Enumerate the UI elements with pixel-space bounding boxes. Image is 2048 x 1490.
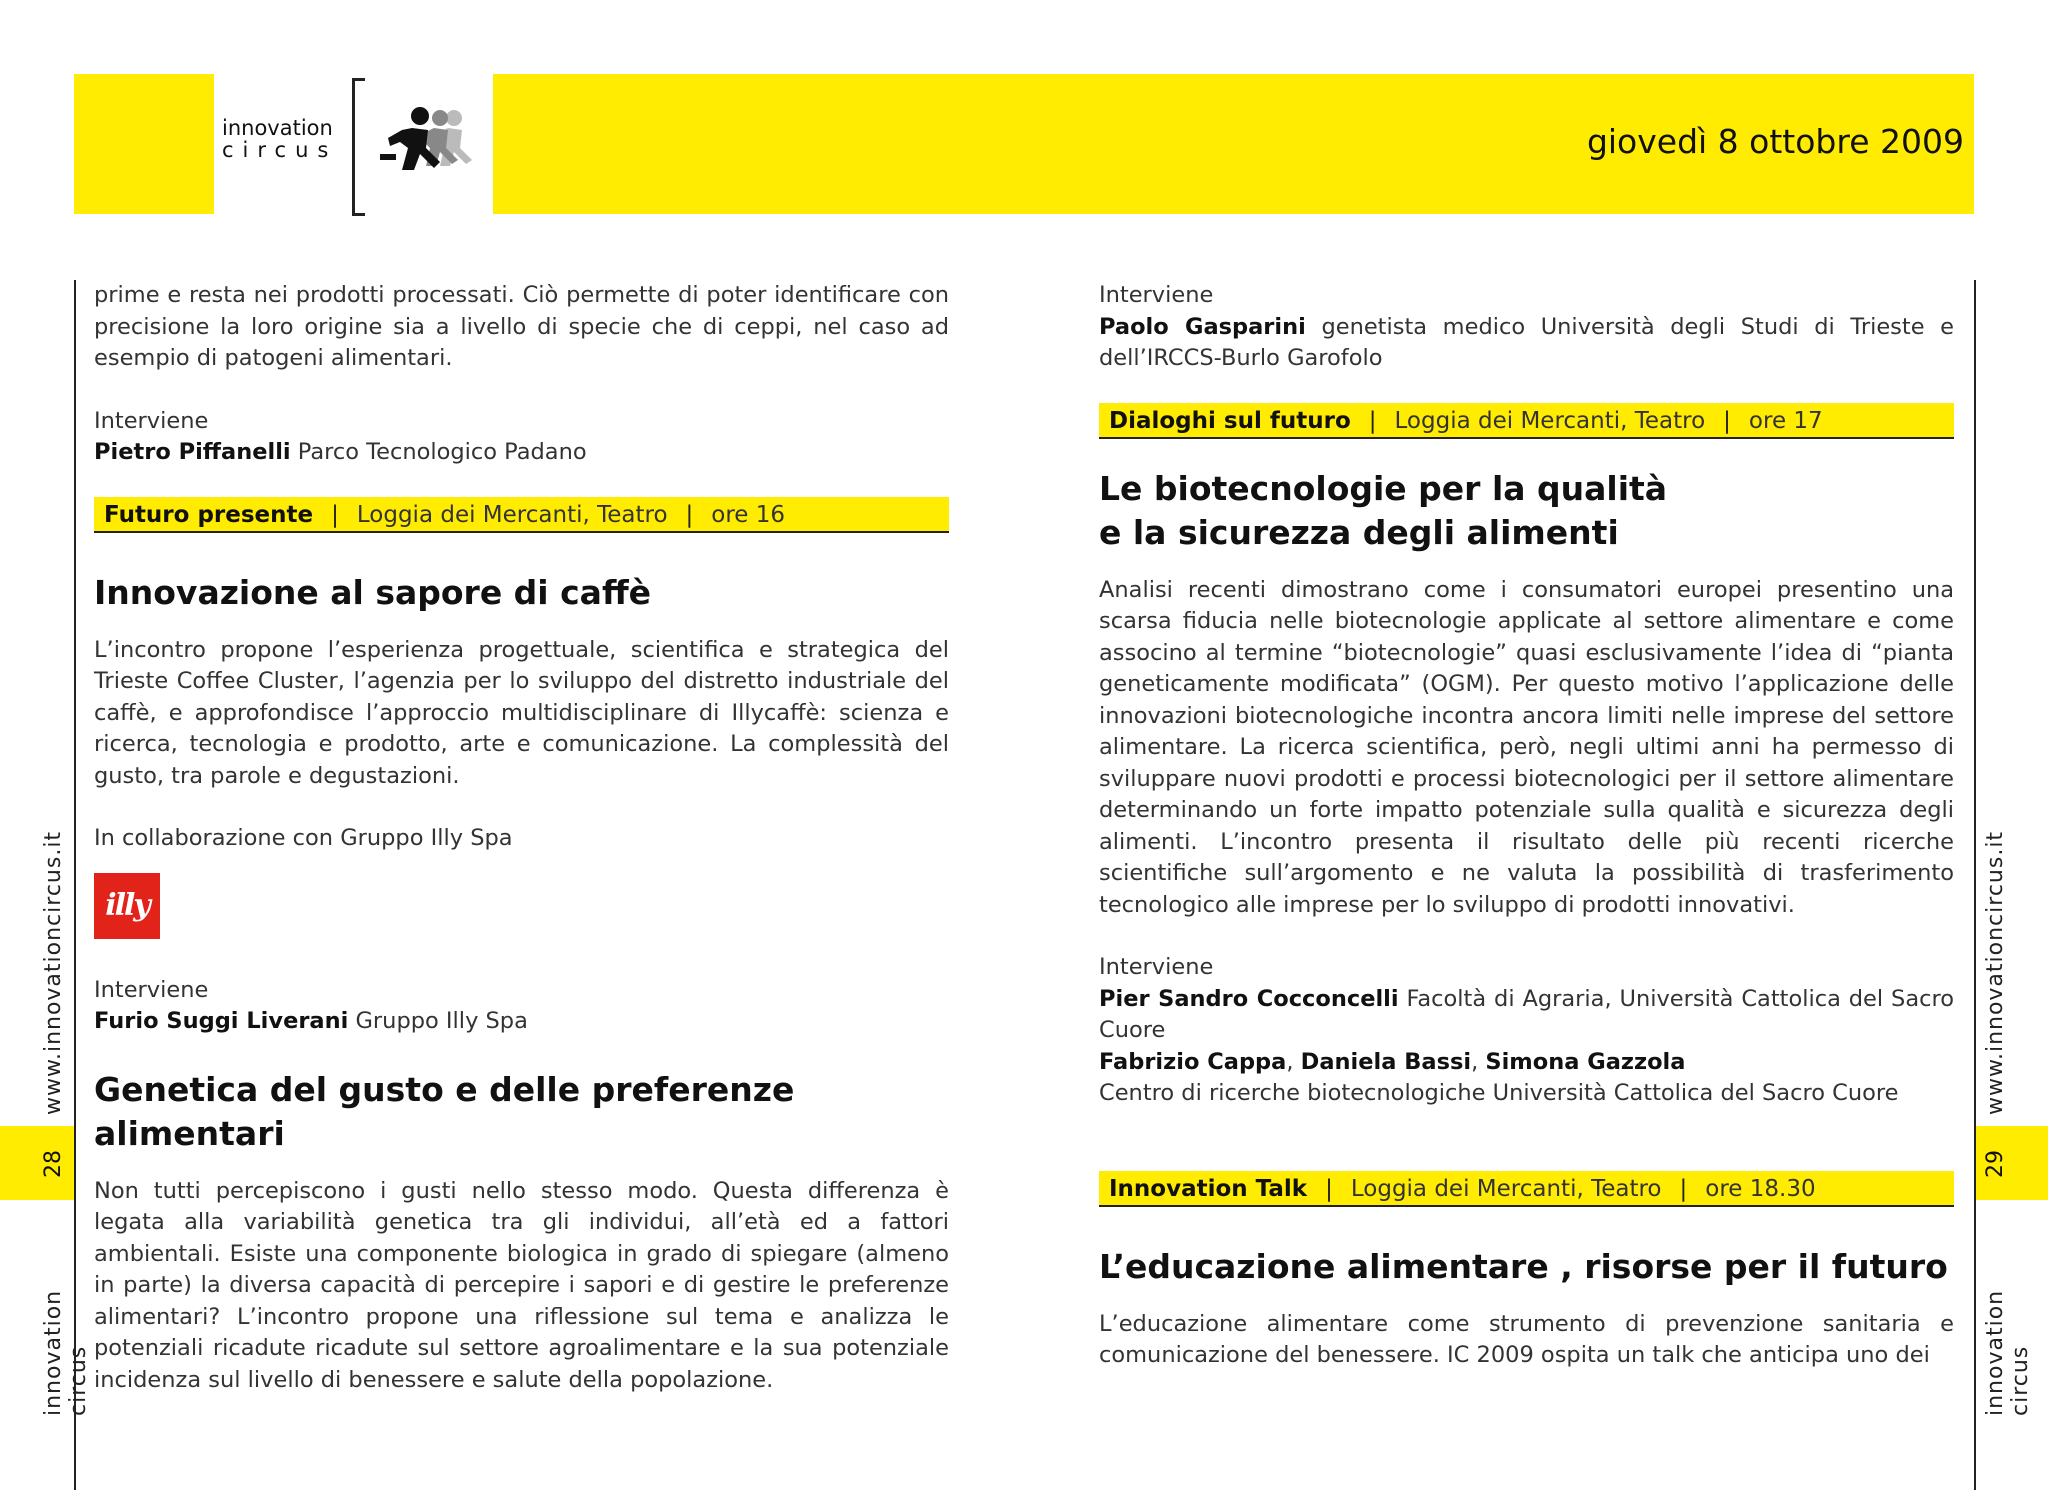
logo-line-1: innovation xyxy=(222,116,333,140)
name-separator: , xyxy=(1471,1048,1486,1075)
speaker-name: Furio Suggi Liverani xyxy=(94,1008,349,1034)
left-column xyxy=(94,280,949,1396)
event-separator: | xyxy=(685,501,694,528)
side-brand-left: innovation circus xyxy=(41,1289,91,1416)
left-intro-paragraph: prime e resta nei prodotti processati. Ciò permette di poter identificare con precisione la loro origine sia a livello di specie che di ceppi, nel caso ad esempio di patogeni alimentari. xyxy=(94,282,949,371)
section-description: Non tutti percepiscono i gusti nello stesso modo. Questa differenza è legata alla variabilità genetica tra gli individui, all’età ed a fattori ambientali. Esiste una componente biologica in grado di spiegare (almeno in parte) la diversa capacità di percepire i sapori e di gestire le preferenze alimentari? L’incontro propone una riflessione sul tema e analizza le potenziali ricadute ricadute sul settore agroalimentare e la sua potenziale incidenza sul livello di benessere e salute della popolazione. xyxy=(94,1177,949,1393)
speaker-label: Interviene xyxy=(1099,282,1214,308)
speaker-names-line xyxy=(1099,1047,1954,1079)
speaker-label: Interviene xyxy=(1099,954,1214,980)
event-bar-futuro-presente xyxy=(94,497,949,533)
event-title-line-1: Le biotecnologie per la qualità xyxy=(1099,468,1668,508)
side-url-left: www.innovationcircus.it xyxy=(41,830,66,1115)
side-brand-right: innovation circus xyxy=(1983,1289,2033,1416)
speaker-line xyxy=(94,1006,949,1038)
event-separator: | xyxy=(1325,1175,1333,1202)
speaker-org: Facoltà di Agraria, Università Cattolica del Sacro Cuore xyxy=(1099,985,1954,1043)
section-title: Genetica del gusto e delle preferenze alimentari xyxy=(94,1069,795,1153)
speaker-line xyxy=(1099,984,1954,1047)
event-separator: | xyxy=(1723,407,1731,434)
illy-logo: illy xyxy=(94,873,160,939)
speaker-name: Simona Gazzola xyxy=(1485,1048,1686,1075)
event-series-name: Futuro presente xyxy=(104,501,314,528)
section-title: L’educazione alimentare , risorse per il futuro xyxy=(1099,1246,1948,1286)
event-separator: | xyxy=(1679,1175,1688,1202)
speaker-name: Daniela Bassi xyxy=(1300,1048,1472,1075)
event-series-name: Innovation Talk xyxy=(1109,1175,1308,1202)
event-description: Analisi recenti dimostrano come i consumatori europei presentino una scarsa fiducia nelle biotecnologie applicate al settore alimentare e come associno al termine “biotecnologie” quasi esclusivamente l’idea di “pianta geneticamente modificata” (OGM). Per questo motivo l’applicazione delle innovazioni biotecnologiche incontra ancora limiti nelle imprese del settore alimentare. La ricerca scientifica, però, negli ultimi anni ha permesso di sviluppare nuovi prodotti e processi biotecnologici per il settore alimentare determinando un forte impatto potenziale sulla qualità e sicurezza degli alimenti. L’incontro presenta il risultato delle più recenti ricerche scientifiche sull’argomento e ne valuta la possibilità di trasferimento tecnologico alle imprese per lo sviluppo di prodotti innovativi. xyxy=(1099,576,1954,918)
right-column xyxy=(1099,280,1954,1372)
runner-logo-icon xyxy=(378,104,488,188)
name-separator: , xyxy=(1286,1048,1301,1075)
speaker-label: Interviene xyxy=(94,407,209,434)
speaker-org: Centro di ricerche biotecnologiche Università Cattolica del Sacro Cuore xyxy=(1099,1080,1899,1106)
logo-text xyxy=(222,117,337,161)
speaker-line xyxy=(1099,312,1954,375)
event-time: ore 17 xyxy=(1748,407,1823,434)
event-series-name: Dialoghi sul futuro xyxy=(1109,407,1351,434)
event-separator: | xyxy=(1368,407,1377,434)
event-place: Loggia dei Mercanti, Teatro xyxy=(356,501,668,528)
logo-bracket xyxy=(352,78,365,216)
logo-line-2: circus xyxy=(222,138,338,162)
event-title: Innovazione al sapore di caffè xyxy=(94,572,652,612)
header-date: giovedì 8 ottobre 2009 xyxy=(1586,122,1964,161)
speaker-org: genetista medico Università degli Studi di Trieste e dell’IRCCS-Burlo Garofolo xyxy=(1099,313,1955,371)
right-margin-line xyxy=(1974,280,1976,1490)
event-bar-innovation-talk xyxy=(1099,1171,1954,1207)
collaboration-note: In collaborazione con Gruppo Illy Spa xyxy=(94,825,513,851)
speaker-line xyxy=(94,437,949,469)
speaker-org: Gruppo Illy Spa xyxy=(348,1008,528,1034)
speaker-name: Paolo Gasparini xyxy=(1099,313,1306,340)
event-bar-dialoghi-sul-futuro xyxy=(1099,403,1954,439)
speaker-name: Pier Sandro Cocconcelli xyxy=(1099,985,1399,1012)
section-description: L’educazione alimentare come strumento di prevenzione sanitaria e comunicazione del benessere. IC 2009 ospita un talk che anticipa uno dei xyxy=(1099,1310,1954,1368)
event-place: Loggia dei Mercanti, Teatro xyxy=(1350,1175,1662,1202)
header-yellow-block-left xyxy=(74,74,214,214)
speaker-name: Fabrizio Cappa xyxy=(1099,1048,1287,1075)
page-number-left: 28 xyxy=(41,1150,66,1178)
speaker-org: Parco Tecnologico Padano xyxy=(290,439,587,465)
event-separator: | xyxy=(331,501,339,528)
page-number-right: 29 xyxy=(1983,1150,2008,1178)
event-description: L’incontro propone l’esperienza progettuale, scientifica e strategica del Trieste Coffee Cluster, l’agenzia per lo sviluppo del distretto industriale del caffè, e approfondisce l’approccio multidisciplinare di Illycaffè: scienza e ricerca, tecnologia e prodotto, arte e comunicazione. La complessità del gusto, tra parole e degustazioni. xyxy=(94,636,949,789)
event-place: Loggia dei Mercanti, Teatro xyxy=(1394,407,1706,434)
event-title-line-2: e la sicurezza degli alimenti xyxy=(1099,512,1619,552)
event-time: ore 18.30 xyxy=(1705,1175,1816,1202)
speaker-name: Pietro Piffanelli xyxy=(94,439,291,465)
side-url-right: www.innovationcircus.it xyxy=(1983,830,2008,1115)
event-title xyxy=(1099,467,1954,555)
speaker-label: Interviene xyxy=(94,976,209,1003)
event-time: ore 16 xyxy=(711,501,786,528)
